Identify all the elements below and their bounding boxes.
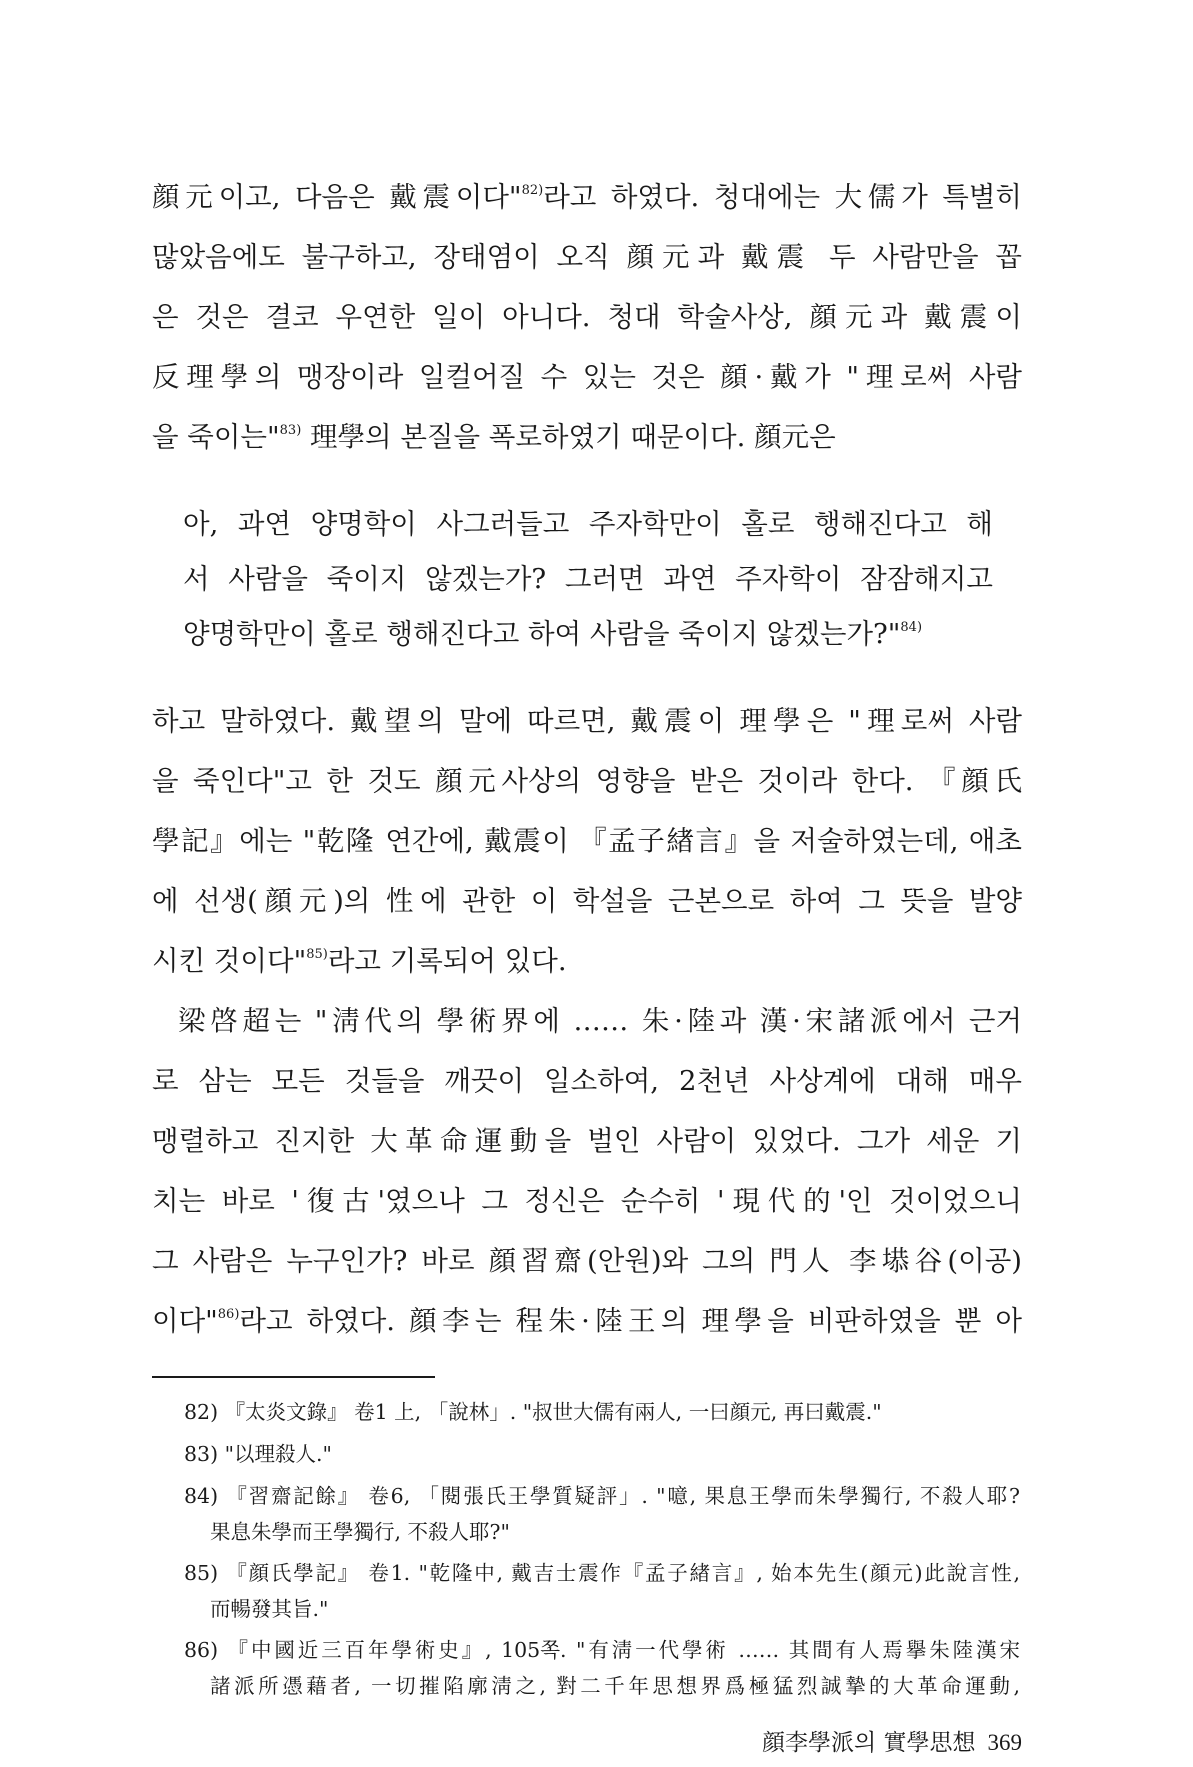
- footnote-rule: [152, 1376, 435, 1378]
- body-line: 치는 바로 '復古'였으나 그 정신은 순수히 '現代的'인 것이었으니: [152, 1185, 1022, 1217]
- footnote-ref-84[interactable]: 84): [900, 620, 923, 635]
- text-run: 理學의 본질을 폭로하였기 때문이다. 顔元은: [301, 421, 836, 453]
- body-line: [152, 181, 1022, 213]
- footnote-86-cont: 諸派所憑藉者, 一切摧陷廓淸之, 對二千年思想界爲極猛烈誠摯的大革命運動,: [210, 1674, 1020, 1698]
- body-line: 學記』에는 "乾隆 연간에, 戴震이 『孟子緖言』을 저술하였는데, 애초: [152, 825, 1022, 857]
- body-line: 反理學의 맹장이라 일컬어질 수 있는 것은 顔·戴가 "理로써 사람: [152, 361, 1022, 393]
- footnote-84: 84) 『習齋記餘』 卷6, 「閱張氏王學質疑評」. "噫, 果息王學而朱學獨行, 不殺人耶?: [184, 1484, 1020, 1508]
- footnote-ref-85[interactable]: 85): [306, 947, 328, 962]
- body-line: 은 것은 결코 우연한 일이 아니다. 청대 학술사상, 顔元과 戴震이: [152, 301, 1022, 333]
- text-run: 시킨 것이다": [152, 945, 307, 977]
- footnote-84-cont: 果息朱學而王學獨行, 不殺人耶?": [210, 1520, 510, 1544]
- body-line: 을 죽인다"고 한 것도 顔元사상의 영향을 받은 것이라 한다. 『顔氏: [152, 765, 1022, 797]
- text-run: 양명학만이 홀로 행해진다고 하여 사람을 죽이지 않겠는가?": [183, 618, 901, 650]
- body-line: 梁啓超는 "淸代의 學術界에 …… 朱·陸과 漢·宋諸派에서 근거: [178, 1005, 1022, 1037]
- text-run: 라고 기록되어 있다.: [327, 945, 567, 977]
- body-line: 맹렬하고 진지한 大革命運動을 벌인 사람이 있었다. 그가 세운 기: [152, 1125, 1022, 1157]
- body-line: 로 삼는 모든 것들을 깨끗이 일소하여, 2천년 사상계에 대해 매우: [152, 1065, 1022, 1097]
- quote-line: 아, 과연 양명학이 사그러들고 주자학만이 홀로 행해진다고 해: [183, 508, 993, 540]
- footnote-ref-83[interactable]: 83): [279, 423, 302, 438]
- quote-line: 서 사람을 죽이지 않겠는가? 그러면 과연 주자학이 잠잠해지고: [183, 563, 993, 595]
- footnote-ref-82[interactable]: 82): [521, 183, 544, 198]
- text-run: 라고 하였다. 顔李는 程朱·陸王의 理學을 비판하였을 뿐 아: [239, 1305, 1022, 1337]
- body-line: [152, 1305, 1022, 1337]
- text-run: 顔元이고, 다음은 戴震이다": [152, 181, 522, 213]
- footnote-85-cont: 而暢發其旨.": [210, 1597, 329, 1621]
- running-head-title: 顔李學派의 實學思想: [761, 1730, 976, 1756]
- body-line: 하고 말하였다. 戴望의 말에 따르면, 戴震이 理學은 "理로써 사람: [152, 705, 1022, 737]
- footnote-82: 82) 『太炎文錄』 卷1 上, 「說林」. "叔世大儒有兩人, 一曰顔元, 再曰戴震.": [184, 1400, 882, 1424]
- body-line: 많았음에도 불구하고, 장태염이 오직 顔元과 戴震 두 사람만을 꼽: [152, 241, 1022, 273]
- footnote-ref-86[interactable]: 86): [217, 1307, 240, 1322]
- quote-line: [183, 618, 993, 650]
- body-line: 에 선생(顔元)의 性에 관한 이 학설을 근본으로 하여 그 뜻을 발양: [152, 885, 1022, 917]
- page-number: 369: [987, 1730, 1022, 1755]
- text-run: 이다": [152, 1305, 218, 1337]
- footnote-85: 85) 『顔氏學記』 卷1. "乾隆中, 戴吉士震作『孟子緖言』, 始本先生(顔元)此說言性,: [184, 1561, 1020, 1585]
- footnote-86: 86) 『中國近三百年學術史』, 105쪽. "有淸一代學術 …… 其間有人焉擧朱陸漢宋: [184, 1638, 1020, 1662]
- running-head: [762, 1724, 1022, 1757]
- body-line: [152, 421, 1022, 453]
- text-run: 라고 하였다. 청대에는 大儒가 특별히: [543, 181, 1022, 213]
- footnote-83: 83) "以理殺人.": [184, 1442, 332, 1466]
- text-run: 을 죽이는": [152, 421, 280, 453]
- body-line: 그 사람은 누구인가? 바로 顔習齋(안원)와 그의 門人 李塨谷(이공): [152, 1245, 1022, 1277]
- body-line: [152, 945, 1022, 977]
